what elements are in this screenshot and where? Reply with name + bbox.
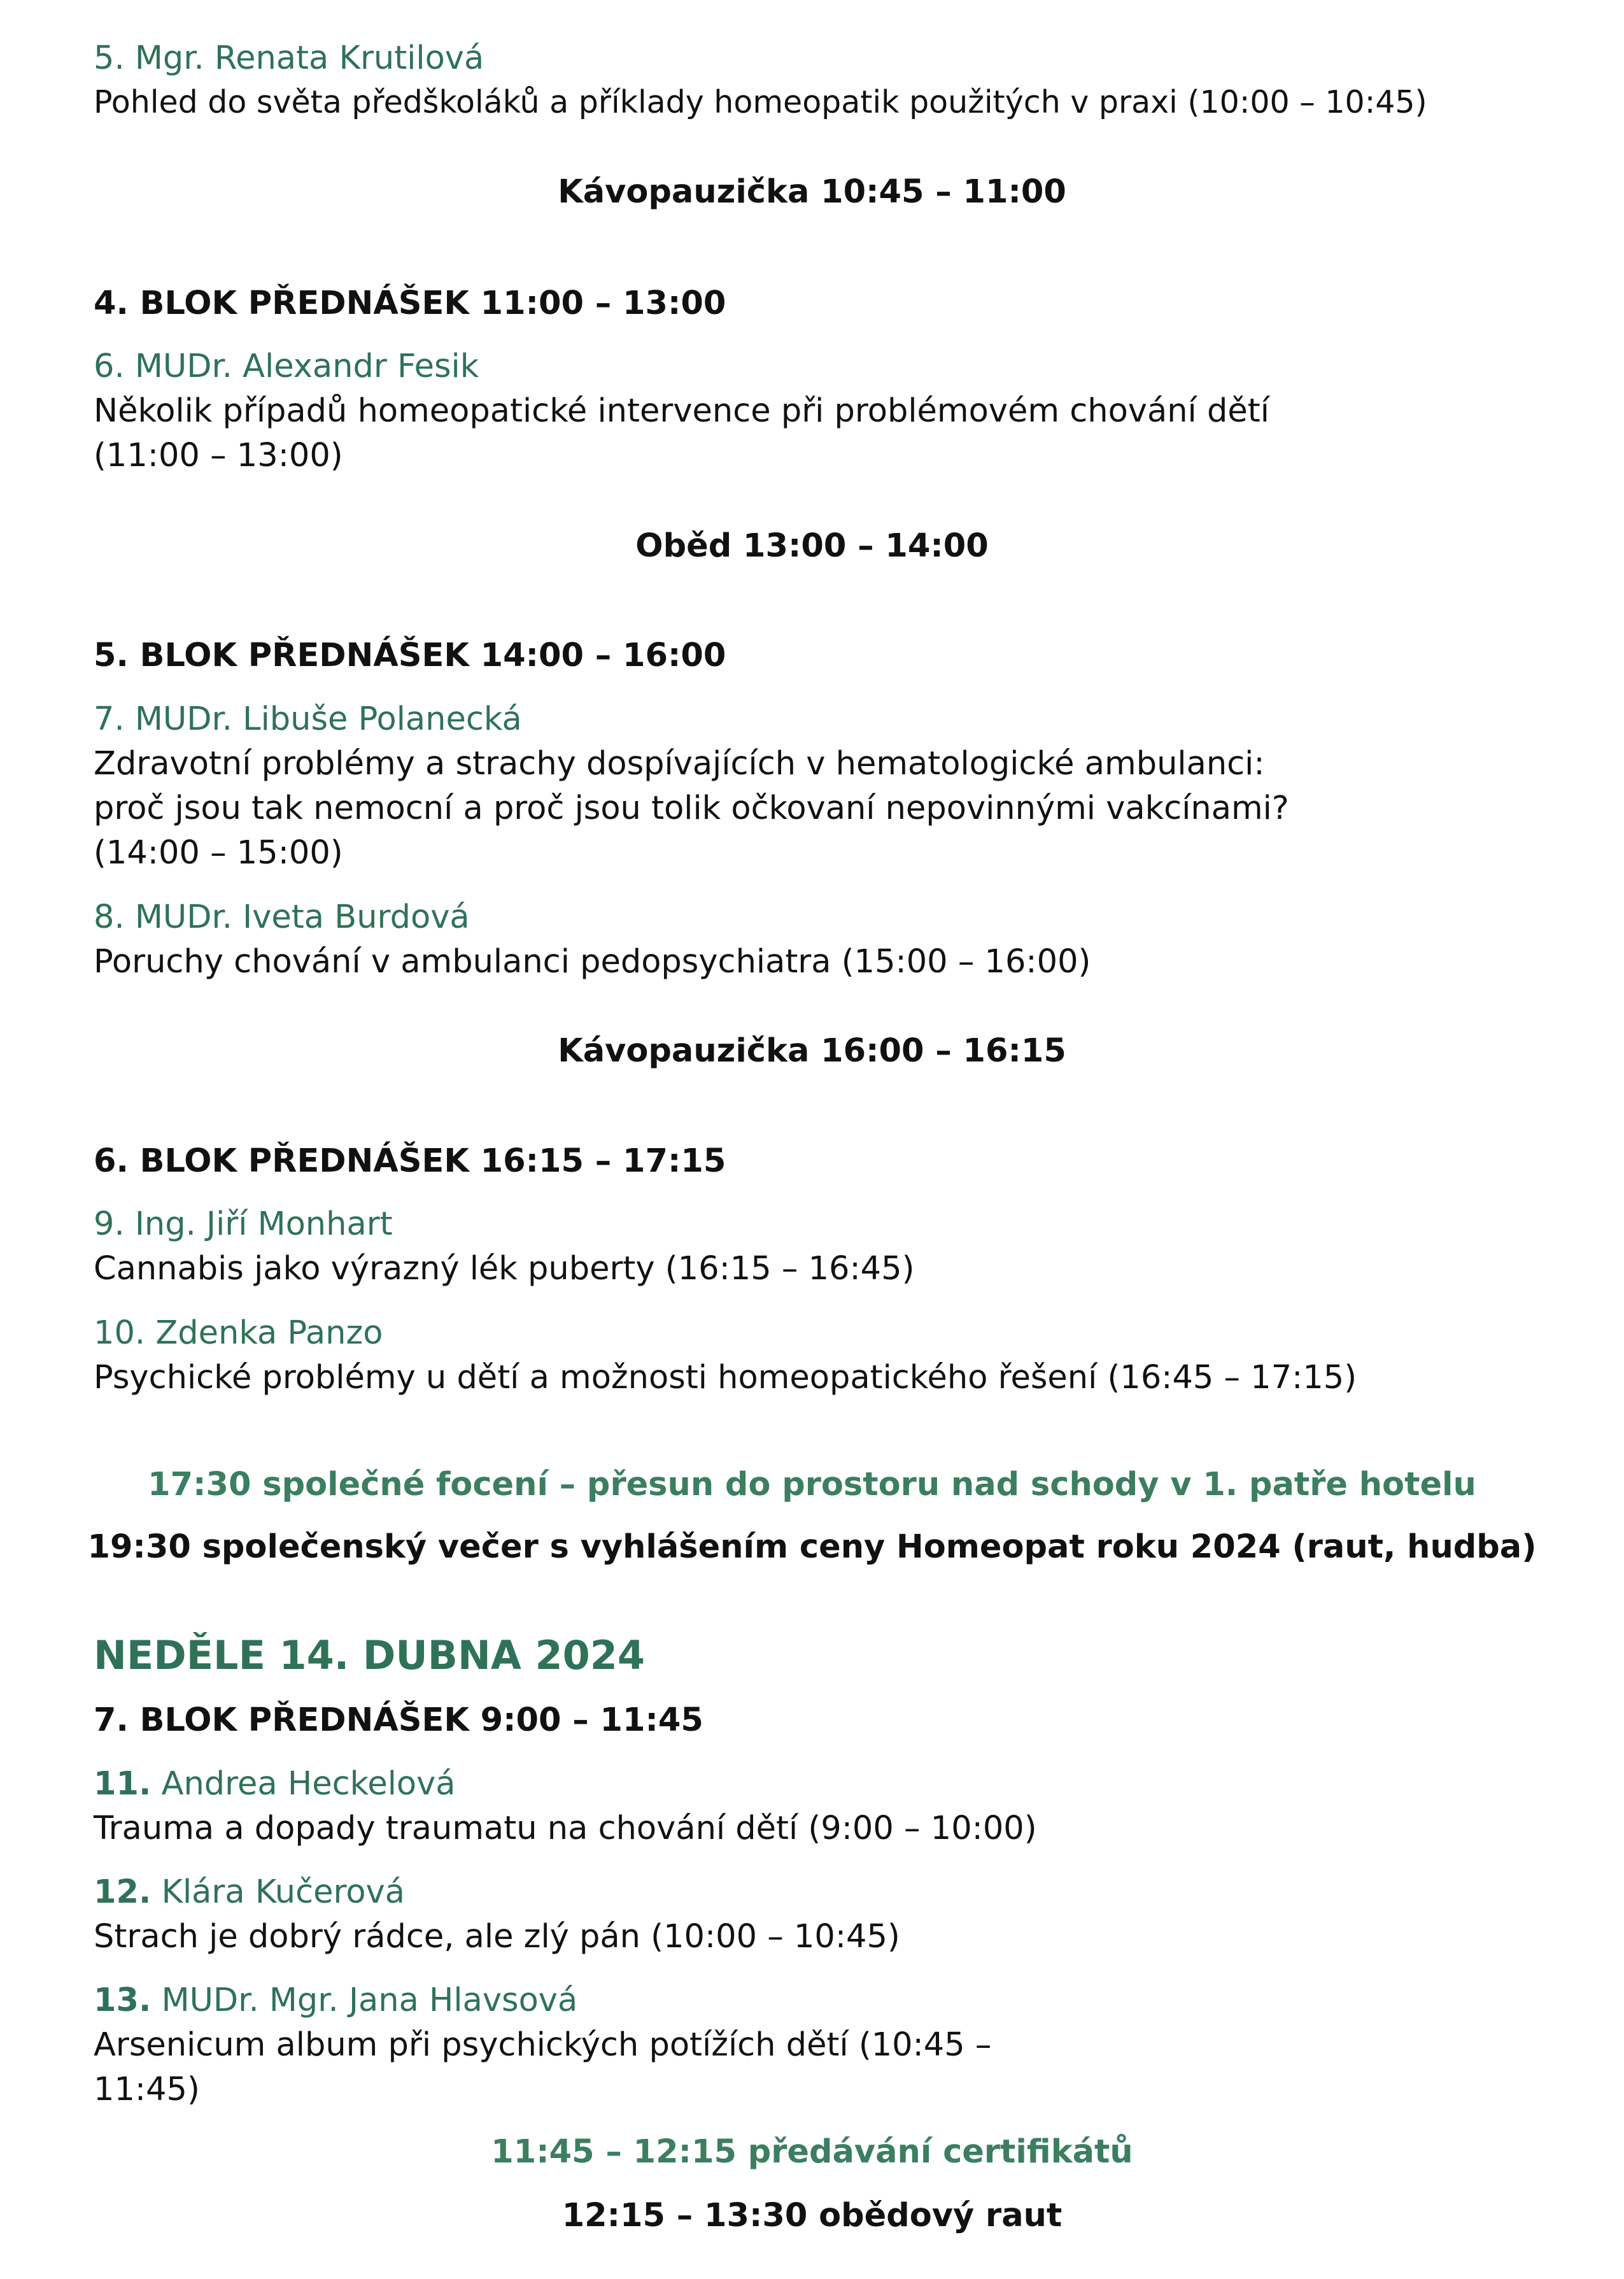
talk-number: 11. [94, 1765, 152, 1803]
talk-time: (11:00 – 13:00) [94, 437, 343, 474]
certificates-ceremony: 11:45 – 12:15 předávání certifikátů [491, 2133, 1133, 2171]
talk-title: Pohled do světa předškoláků a příklady homeopatik použitých v praxi (10:00 – 10:45) [94, 84, 1427, 120]
speaker-jana-hlavsova [94, 1982, 577, 2019]
evening-program: 19:30 společenský večer s vyhlášením ceny Homeopat roku 2024 (raut, hudba) [87, 1528, 1537, 1566]
group-photo-note: 17:30 společné focení – přesun do prostoru nad schody v 1. patře hotelu [148, 1466, 1476, 1503]
talk-title: proč jsou tak nemocní a proč jsou tolik očkovaní nepovinnými vakcínami? [94, 790, 1289, 827]
talk-title: Několik případů homeopatické intervence při problémovém chování dětí [94, 392, 1269, 430]
lunch-break: Oběd 13:00 – 14:00 [635, 527, 989, 565]
talk-title: Strach je dobrý rádce, ale zlý pán (10:00 – 10:45) [94, 1918, 900, 1956]
talk-title: Arsenicum album při psychických potížích dětí (10:45 – [94, 2026, 992, 2064]
talk-time: 11:45) [94, 2071, 200, 2108]
talk-title: Trauma a dopady traumatu na chování dětí (9:00 – 10:00) [94, 1810, 1037, 1847]
block-heading: 4. BLOK PŘEDNÁŠEK 11:00 – 13:00 [94, 285, 726, 322]
block-heading: 7. BLOK PŘEDNÁŠEK 9:00 – 11:45 [94, 1701, 703, 1739]
coffee-break: Kávopauzička 10:45 – 11:00 [558, 173, 1066, 211]
day-heading: NEDĚLE 14. DUBNA 2024 [94, 1632, 646, 1679]
speaker-name: Andrea Heckelová [151, 1765, 456, 1803]
speaker-name: Klára Kučerová [151, 1873, 405, 1911]
coffee-break: Kávopauzička 16:00 – 16:15 [558, 1032, 1066, 1070]
talk-title: Poruchy chování v ambulanci pedopsychiatra (15:00 – 16:00) [94, 943, 1091, 981]
talk-time: (14:00 – 15:00) [94, 834, 343, 872]
speaker-libuse-polanecka: 7. MUDr. Libuše Polanecká [94, 700, 522, 738]
lunch-buffet: 12:15 – 13:30 obědový raut [561, 2197, 1063, 2234]
talk-title: Zdravotní problémy a strachy dospívajících v hematologické ambulanci: [94, 745, 1265, 783]
speaker-klara-kucerova [94, 1873, 405, 1911]
speaker-name: MUDr. Mgr. Jana Hlavsová [151, 1982, 578, 2019]
speaker-jiri-monhart: 9. Ing. Jiří Monhart [94, 1205, 393, 1243]
speaker-renata-krutilova: 5. Mgr. Renata Krutilová [94, 39, 484, 77]
speaker-alexandr-fesik: 6. MUDr. Alexandr Fesik [94, 348, 479, 385]
talk-number: 13. [94, 1982, 152, 2019]
speaker-andrea-heckelova [94, 1765, 456, 1803]
speaker-iveta-burdova: 8. MUDr. Iveta Burdová [94, 898, 470, 936]
talk-title: Cannabis jako výrazný lék puberty (16:15 – 16:45) [94, 1250, 915, 1288]
speaker-zdenka-panzo: 10. Zdenka Panzo [94, 1314, 383, 1352]
talk-number: 12. [94, 1873, 152, 1911]
block-heading: 6. BLOK PŘEDNÁŠEK 16:15 – 17:15 [94, 1142, 726, 1180]
talk-title: Psychické problémy u dětí a možnosti homeopatického řešení (16:45 – 17:15) [94, 1359, 1357, 1396]
block-heading: 5. BLOK PŘEDNÁŠEK 14:00 – 16:00 [94, 637, 726, 674]
